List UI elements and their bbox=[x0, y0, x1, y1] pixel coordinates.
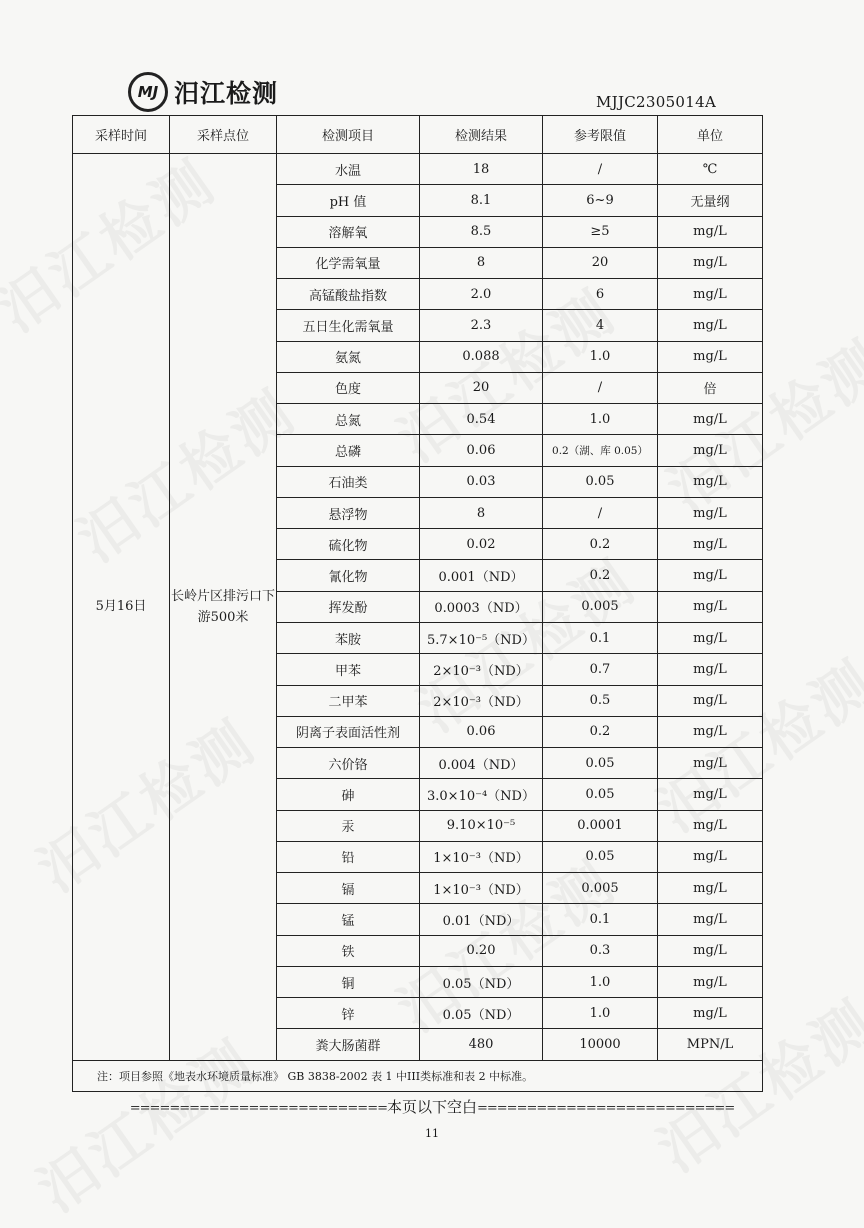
result-cell: 0.06 bbox=[420, 435, 543, 466]
result-cell: 0.088 bbox=[420, 341, 543, 372]
header-limit: 参考限值 bbox=[543, 116, 658, 154]
result-cell: 1×10⁻³（ND） bbox=[420, 873, 543, 904]
item-cell: 六价铬 bbox=[277, 748, 420, 779]
limit-cell: 1.0 bbox=[543, 404, 658, 435]
item-cell: 溶解氧 bbox=[277, 216, 420, 247]
item-cell: 铅 bbox=[277, 841, 420, 872]
result-cell: 480 bbox=[420, 1029, 543, 1060]
item-cell: 甲苯 bbox=[277, 654, 420, 685]
limit-cell: 6 bbox=[543, 279, 658, 310]
unit-cell: mg/L bbox=[658, 310, 763, 341]
unit-cell: mg/L bbox=[658, 841, 763, 872]
limit-cell: 0.2 bbox=[543, 560, 658, 591]
item-cell: 化学需氧量 bbox=[277, 247, 420, 278]
limit-cell: 0.05 bbox=[543, 748, 658, 779]
report-number: MJJC2305014A bbox=[596, 93, 717, 111]
result-cell: 20 bbox=[420, 372, 543, 403]
limit-cell: ≥5 bbox=[543, 216, 658, 247]
item-cell: 汞 bbox=[277, 810, 420, 841]
limit-cell: / bbox=[543, 154, 658, 185]
item-cell: 硫化物 bbox=[277, 529, 420, 560]
unit-cell: mg/L bbox=[658, 622, 763, 653]
item-cell: 总磷 bbox=[277, 435, 420, 466]
unit-cell: mg/L bbox=[658, 685, 763, 716]
unit-cell: mg/L bbox=[658, 654, 763, 685]
item-cell: 铜 bbox=[277, 966, 420, 997]
limit-cell: 1.0 bbox=[543, 341, 658, 372]
result-cell: 0.0003（ND） bbox=[420, 591, 543, 622]
unit-cell: mg/L bbox=[658, 779, 763, 810]
limit-cell: 10000 bbox=[543, 1029, 658, 1060]
result-cell: 0.06 bbox=[420, 716, 543, 747]
item-cell: 苯胺 bbox=[277, 622, 420, 653]
blank-text: 本页以下空白 bbox=[386, 1098, 477, 1116]
item-cell: 水温 bbox=[277, 154, 420, 185]
item-cell: 总氮 bbox=[277, 404, 420, 435]
result-cell: 0.001（ND） bbox=[420, 560, 543, 591]
unit-cell: mg/L bbox=[658, 748, 763, 779]
results-table bbox=[72, 115, 763, 1092]
unit-cell: mg/L bbox=[658, 873, 763, 904]
table-note: 注：项目参照《地表水环境质量标准》 GB 3838-2002 表 1 中III类标准和表 2 中标准。 bbox=[73, 1060, 763, 1091]
item-cell: 铁 bbox=[277, 935, 420, 966]
item-cell: 高锰酸盐指数 bbox=[277, 279, 420, 310]
table-body bbox=[73, 154, 763, 1092]
result-cell: 5.7×10⁻⁵（ND） bbox=[420, 622, 543, 653]
result-cell: 0.01（ND） bbox=[420, 904, 543, 935]
unit-cell: mg/L bbox=[658, 404, 763, 435]
unit-cell: mg/L bbox=[658, 810, 763, 841]
note-row bbox=[73, 1060, 763, 1091]
unit-cell: mg/L bbox=[658, 279, 763, 310]
item-cell: 镉 bbox=[277, 873, 420, 904]
unit-cell: mg/L bbox=[658, 435, 763, 466]
right-rule: ========================== bbox=[477, 1101, 735, 1116]
sampling-point-cell: 长岭片区排污口下游500米 bbox=[170, 154, 277, 1061]
unit-cell: mg/L bbox=[658, 529, 763, 560]
item-cell: 色度 bbox=[277, 372, 420, 403]
result-cell: 18 bbox=[420, 154, 543, 185]
limit-cell: 0.005 bbox=[543, 873, 658, 904]
limit-cell: 0.05 bbox=[543, 466, 658, 497]
limit-cell: 6~9 bbox=[543, 185, 658, 216]
result-cell: 8.1 bbox=[420, 185, 543, 216]
result-cell: 0.02 bbox=[420, 529, 543, 560]
limit-cell: / bbox=[543, 372, 658, 403]
unit-cell: mg/L bbox=[658, 716, 763, 747]
result-cell: 8 bbox=[420, 247, 543, 278]
unit-cell: 倍 bbox=[658, 372, 763, 403]
result-cell: 0.03 bbox=[420, 466, 543, 497]
item-cell: 锌 bbox=[277, 998, 420, 1029]
unit-cell: mg/L bbox=[658, 216, 763, 247]
header-result: 检测结果 bbox=[420, 116, 543, 154]
item-cell: 氰化物 bbox=[277, 560, 420, 591]
limit-cell: 0.1 bbox=[543, 622, 658, 653]
sampling-time-cell: 5月16日 bbox=[73, 154, 170, 1061]
limit-cell: / bbox=[543, 497, 658, 528]
result-cell: 0.54 bbox=[420, 404, 543, 435]
unit-cell: mg/L bbox=[658, 560, 763, 591]
limit-cell: 0.7 bbox=[543, 654, 658, 685]
header-sampling-point: 采样点位 bbox=[170, 116, 277, 154]
item-cell: 粪大肠菌群 bbox=[277, 1029, 420, 1060]
limit-cell: 4 bbox=[543, 310, 658, 341]
result-cell: 0.004（ND） bbox=[420, 748, 543, 779]
header-sampling-time: 采样时间 bbox=[73, 116, 170, 154]
logo-mark-icon: MJ bbox=[128, 72, 168, 112]
unit-cell: 无量纲 bbox=[658, 185, 763, 216]
item-cell: pH 值 bbox=[277, 185, 420, 216]
limit-cell: 0.05 bbox=[543, 779, 658, 810]
item-cell: 挥发酚 bbox=[277, 591, 420, 622]
unit-cell: mg/L bbox=[658, 247, 763, 278]
item-cell: 氨氮 bbox=[277, 341, 420, 372]
result-cell: 8 bbox=[420, 497, 543, 528]
item-cell: 石油类 bbox=[277, 466, 420, 497]
result-cell: 0.05（ND） bbox=[420, 966, 543, 997]
unit-cell: mg/L bbox=[658, 466, 763, 497]
unit-cell: mg/L bbox=[658, 341, 763, 372]
unit-cell: mg/L bbox=[658, 904, 763, 935]
limit-cell: 0.0001 bbox=[543, 810, 658, 841]
unit-cell: ℃ bbox=[658, 154, 763, 185]
unit-cell: mg/L bbox=[658, 935, 763, 966]
result-cell: 9.10×10⁻⁵ bbox=[420, 810, 543, 841]
item-cell: 悬浮物 bbox=[277, 497, 420, 528]
result-cell: 8.5 bbox=[420, 216, 543, 247]
limit-cell: 20 bbox=[543, 247, 658, 278]
limit-cell: 1.0 bbox=[543, 998, 658, 1029]
blank-below-notice bbox=[0, 1096, 864, 1117]
limit-cell: 0.2（湖、库 0.05） bbox=[543, 435, 658, 466]
result-cell: 2.0 bbox=[420, 279, 543, 310]
result-cell: 1×10⁻³（ND） bbox=[420, 841, 543, 872]
limit-cell: 0.3 bbox=[543, 935, 658, 966]
item-cell: 二甲苯 bbox=[277, 685, 420, 716]
item-cell: 锰 bbox=[277, 904, 420, 935]
limit-cell: 0.2 bbox=[543, 529, 658, 560]
unit-cell: mg/L bbox=[658, 998, 763, 1029]
result-cell: 2.3 bbox=[420, 310, 543, 341]
header-unit: 单位 bbox=[658, 116, 763, 154]
result-cell: 2×10⁻³（ND） bbox=[420, 654, 543, 685]
unit-cell: mg/L bbox=[658, 497, 763, 528]
brand-name: 汨江检测 bbox=[174, 79, 279, 108]
item-cell: 阴离子表面活性剂 bbox=[277, 716, 420, 747]
result-cell: 2×10⁻³（ND） bbox=[420, 685, 543, 716]
unit-cell: mg/L bbox=[658, 591, 763, 622]
limit-cell: 0.1 bbox=[543, 904, 658, 935]
brand-logo bbox=[128, 72, 278, 112]
limit-cell: 0.05 bbox=[543, 841, 658, 872]
item-cell: 五日生化需氧量 bbox=[277, 310, 420, 341]
unit-cell: MPN/L bbox=[658, 1029, 763, 1060]
table-row bbox=[73, 154, 763, 185]
limit-cell: 0.005 bbox=[543, 591, 658, 622]
result-cell: 3.0×10⁻⁴（ND） bbox=[420, 779, 543, 810]
limit-cell: 0.2 bbox=[543, 716, 658, 747]
item-cell: 砷 bbox=[277, 779, 420, 810]
page-number: 11 bbox=[425, 1127, 439, 1140]
header-item: 检测项目 bbox=[277, 116, 420, 154]
left-rule: ========================== bbox=[129, 1101, 387, 1116]
limit-cell: 1.0 bbox=[543, 966, 658, 997]
unit-cell: mg/L bbox=[658, 966, 763, 997]
table-header-row bbox=[73, 116, 763, 154]
limit-cell: 0.5 bbox=[543, 685, 658, 716]
result-cell: 0.05（ND） bbox=[420, 998, 543, 1029]
result-cell: 0.20 bbox=[420, 935, 543, 966]
